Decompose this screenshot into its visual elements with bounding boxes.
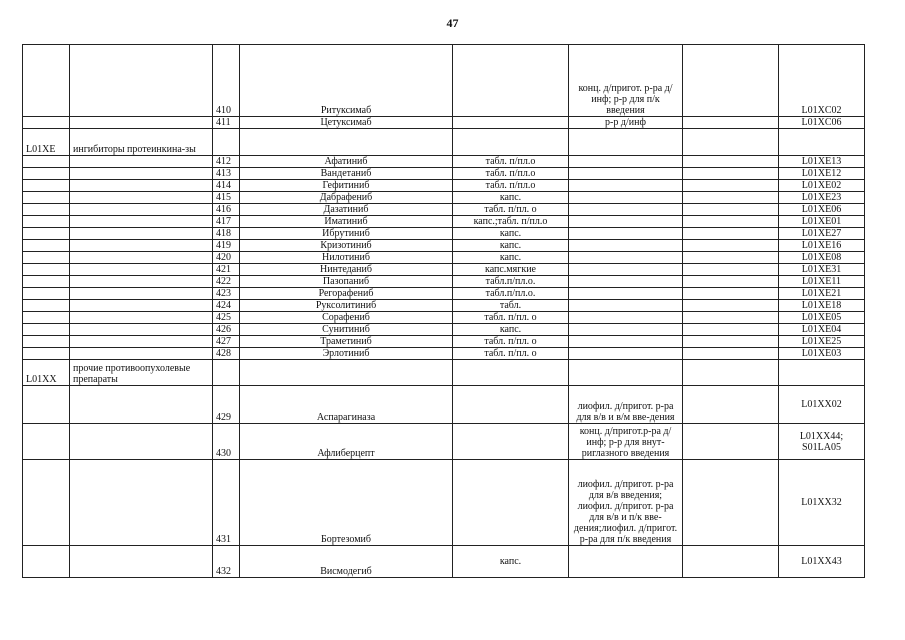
drug-name: Руксолитиниб — [240, 300, 453, 312]
table-row — [23, 460, 865, 546]
cell-empty — [683, 129, 779, 156]
table-row — [23, 228, 865, 240]
dosage-form-extended — [569, 228, 683, 240]
cell-empty — [683, 180, 779, 192]
drug-table — [22, 44, 865, 578]
group-row — [23, 360, 865, 386]
cell-empty — [70, 117, 213, 129]
table-row — [23, 192, 865, 204]
dosage-form-extended — [569, 192, 683, 204]
cell-empty — [70, 156, 213, 168]
table-body — [23, 45, 865, 578]
atc-code: L01XE25 — [779, 336, 865, 348]
table-row — [23, 312, 865, 324]
cell-empty — [70, 424, 213, 460]
dosage-form: капс. — [453, 192, 569, 204]
cell-empty — [779, 129, 865, 156]
group-row — [23, 129, 865, 156]
cell-empty — [683, 252, 779, 264]
cell-empty — [23, 216, 70, 228]
drug-number: 430 — [213, 424, 240, 460]
dosage-form-extended — [569, 168, 683, 180]
dosage-form-extended: конц. д/пригот. р-ра д/инф; р-р для п/к введения — [569, 45, 683, 117]
atc-code: L01XE04 — [779, 324, 865, 336]
cell-empty — [70, 264, 213, 276]
cell-empty — [23, 240, 70, 252]
cell-empty — [683, 264, 779, 276]
drug-number: 413 — [213, 168, 240, 180]
table-row — [23, 300, 865, 312]
cell-empty — [23, 264, 70, 276]
cell-empty — [213, 129, 240, 156]
cell-empty — [683, 336, 779, 348]
atc-code: L01XX44; S01LA05 — [779, 424, 865, 460]
table-row — [23, 168, 865, 180]
cell-empty — [70, 192, 213, 204]
table-row — [23, 386, 865, 424]
drug-name: Сорафениб — [240, 312, 453, 324]
cell-empty — [683, 300, 779, 312]
cell-empty — [569, 360, 683, 386]
drug-number: 432 — [213, 546, 240, 578]
cell-empty — [70, 252, 213, 264]
cell-empty — [23, 192, 70, 204]
page-number: 47 — [446, 16, 459, 30]
cell-empty — [213, 360, 240, 386]
drug-number: 425 — [213, 312, 240, 324]
table-row — [23, 240, 865, 252]
dosage-form: капс.мягкие — [453, 264, 569, 276]
atc-group-name: прочие противоопухолевые препараты — [70, 360, 213, 386]
drug-number: 411 — [213, 117, 240, 129]
atc-code: L01XE13 — [779, 156, 865, 168]
cell-empty — [683, 204, 779, 216]
dosage-form-extended — [569, 180, 683, 192]
cell-empty — [70, 228, 213, 240]
cell-empty — [70, 240, 213, 252]
drug-number: 422 — [213, 276, 240, 288]
cell-empty — [23, 386, 70, 424]
cell-empty — [683, 156, 779, 168]
drug-name: Кризотиниб — [240, 240, 453, 252]
cell-empty — [23, 228, 70, 240]
cell-empty — [569, 129, 683, 156]
dosage-form: табл. п/пл. о — [453, 204, 569, 216]
drug-name: Траметиниб — [240, 336, 453, 348]
dosage-form: табл. — [453, 300, 569, 312]
atc-code: L01XX43 — [779, 546, 865, 578]
cell-empty — [23, 460, 70, 546]
table-row — [23, 252, 865, 264]
table-row — [23, 348, 865, 360]
atc-code: L01XX32 — [779, 460, 865, 546]
drug-number: 417 — [213, 216, 240, 228]
cell-empty — [683, 276, 779, 288]
atc-code: L01XE27 — [779, 228, 865, 240]
cell-empty — [683, 546, 779, 578]
dosage-form-extended — [569, 276, 683, 288]
drug-number: 429 — [213, 386, 240, 424]
atc-code: L01XE16 — [779, 240, 865, 252]
cell-empty — [70, 168, 213, 180]
cell-empty — [23, 546, 70, 578]
dosage-form-extended — [569, 252, 683, 264]
dosage-form — [453, 386, 569, 424]
drug-number: 415 — [213, 192, 240, 204]
dosage-form: табл.п/пл.о. — [453, 288, 569, 300]
table-row — [23, 546, 865, 578]
cell-empty — [23, 312, 70, 324]
cell-empty — [683, 424, 779, 460]
drug-name: Регорафениб — [240, 288, 453, 300]
cell-empty — [683, 117, 779, 129]
drug-name: Иматиниб — [240, 216, 453, 228]
table-row — [23, 336, 865, 348]
table-row — [23, 117, 865, 129]
cell-empty — [23, 348, 70, 360]
drug-number: 431 — [213, 460, 240, 546]
cell-empty — [683, 192, 779, 204]
drug-number: 427 — [213, 336, 240, 348]
drug-number: 418 — [213, 228, 240, 240]
cell-empty — [70, 386, 213, 424]
atc-code: L01XE18 — [779, 300, 865, 312]
drug-number: 419 — [213, 240, 240, 252]
dosage-form-extended: р-р д/инф — [569, 117, 683, 129]
cell-empty — [70, 204, 213, 216]
drug-name: Висмодегиб — [240, 546, 453, 578]
cell-empty — [70, 288, 213, 300]
dosage-form-extended — [569, 156, 683, 168]
dosage-form: табл. п/пл.о — [453, 180, 569, 192]
cell-empty — [70, 180, 213, 192]
drug-name: Вандетаниб — [240, 168, 453, 180]
atc-code: L01XE01 — [779, 216, 865, 228]
drug-name: Пазопаниб — [240, 276, 453, 288]
dosage-form-extended — [569, 204, 683, 216]
drug-name: Ритуксимаб — [240, 45, 453, 117]
table-row — [23, 204, 865, 216]
drug-name: Эрлотиниб — [240, 348, 453, 360]
cell-empty — [683, 360, 779, 386]
atc-code: L01XE31 — [779, 264, 865, 276]
cell-empty — [23, 45, 70, 117]
cell-empty — [683, 168, 779, 180]
cell-empty — [683, 324, 779, 336]
cell-empty — [240, 360, 453, 386]
dosage-form: капс. — [453, 240, 569, 252]
atc-code: L01XE06 — [779, 204, 865, 216]
dosage-form: капс. — [453, 252, 569, 264]
drug-name: Аспарагиназа — [240, 386, 453, 424]
cell-empty — [23, 117, 70, 129]
cell-empty — [683, 288, 779, 300]
drug-number: 421 — [213, 264, 240, 276]
atc-group-name: ингибиторы протеинкина-зы — [70, 129, 213, 156]
cell-empty — [683, 228, 779, 240]
drug-name: Ибрутиниб — [240, 228, 453, 240]
atc-code: L01XE23 — [779, 192, 865, 204]
cell-empty — [240, 129, 453, 156]
cell-empty — [23, 424, 70, 460]
dosage-form-extended — [569, 348, 683, 360]
atc-code: L01XE05 — [779, 312, 865, 324]
drug-name: Нинтеданиб — [240, 264, 453, 276]
dosage-form-extended: лиофил. д/пригот. р-ра для в/в и в/м вве-дения — [569, 386, 683, 424]
dosage-form — [453, 45, 569, 117]
cell-empty — [70, 336, 213, 348]
cell-empty — [23, 336, 70, 348]
cell-empty — [23, 204, 70, 216]
cell-empty — [453, 129, 569, 156]
cell-empty — [683, 460, 779, 546]
dosage-form: капс. — [453, 228, 569, 240]
drug-name: Афлиберцепт — [240, 424, 453, 460]
atc-code: L01XE12 — [779, 168, 865, 180]
drug-name: Бортезомиб — [240, 460, 453, 546]
atc-code: L01XE03 — [779, 348, 865, 360]
cell-empty — [70, 45, 213, 117]
drug-number: 426 — [213, 324, 240, 336]
dosage-form: табл. п/пл.о — [453, 156, 569, 168]
dosage-form-extended — [569, 288, 683, 300]
drug-number: 428 — [213, 348, 240, 360]
dosage-form: табл.п/пл.о. — [453, 276, 569, 288]
cell-empty — [70, 276, 213, 288]
dosage-form: капс.;табл. п/пл.о — [453, 216, 569, 228]
cell-empty — [70, 546, 213, 578]
cell-empty — [70, 460, 213, 546]
cell-empty — [23, 276, 70, 288]
drug-number: 420 — [213, 252, 240, 264]
dosage-form: табл. п/пл. о — [453, 348, 569, 360]
dosage-form — [453, 117, 569, 129]
atc-group-code: L01XX — [23, 360, 70, 386]
atc-code: L01XE08 — [779, 252, 865, 264]
table-row — [23, 180, 865, 192]
drug-number: 416 — [213, 204, 240, 216]
dosage-form: капс. — [453, 546, 569, 578]
drug-name: Дазатиниб — [240, 204, 453, 216]
drug-number: 414 — [213, 180, 240, 192]
cell-empty — [23, 300, 70, 312]
atc-code: L01XC02 — [779, 45, 865, 117]
dosage-form-extended — [569, 312, 683, 324]
dosage-form: табл. п/пл.о — [453, 168, 569, 180]
cell-empty — [683, 45, 779, 117]
drug-name: Нилотиниб — [240, 252, 453, 264]
cell-empty — [23, 252, 70, 264]
cell-empty — [779, 360, 865, 386]
cell-empty — [683, 240, 779, 252]
cell-empty — [23, 168, 70, 180]
cell-empty — [683, 312, 779, 324]
dosage-form-extended — [569, 324, 683, 336]
atc-group-code: L01XE — [23, 129, 70, 156]
dosage-form-extended — [569, 264, 683, 276]
drug-name: Афатиниб — [240, 156, 453, 168]
drug-number: 412 — [213, 156, 240, 168]
dosage-form-extended: конц. д/пригот.р-ра д/инф; р-р для внут-риглазного введения — [569, 424, 683, 460]
cell-empty — [23, 324, 70, 336]
cell-empty — [70, 348, 213, 360]
cell-empty — [23, 180, 70, 192]
atc-code: L01XE11 — [779, 276, 865, 288]
drug-name: Цетуксимаб — [240, 117, 453, 129]
dosage-form-extended — [569, 216, 683, 228]
table-row — [23, 216, 865, 228]
dosage-form: табл. п/пл. о — [453, 312, 569, 324]
atc-code: L01XE21 — [779, 288, 865, 300]
cell-empty — [70, 216, 213, 228]
atc-code: L01XE02 — [779, 180, 865, 192]
cell-empty — [70, 300, 213, 312]
dosage-form-extended — [569, 336, 683, 348]
table-row — [23, 288, 865, 300]
cell-empty — [683, 216, 779, 228]
cell-empty — [23, 288, 70, 300]
cell-empty — [683, 348, 779, 360]
cell-empty — [683, 386, 779, 424]
dosage-form-extended: лиофил. д/пригот. р-ра для в/в введения; лиофил. д/пригот. р-ра для в/в и п/к вве-дения;лиофил. д/пригот. р-ра для п/к введения — [569, 460, 683, 546]
drug-name: Сунитиниб — [240, 324, 453, 336]
dosage-form — [453, 424, 569, 460]
table-row — [23, 45, 865, 117]
dosage-form-extended — [569, 300, 683, 312]
atc-code: L01XC06 — [779, 117, 865, 129]
dosage-form: капс. — [453, 324, 569, 336]
dosage-form-extended — [569, 546, 683, 578]
table-row — [23, 324, 865, 336]
drug-number: 424 — [213, 300, 240, 312]
drug-name: Гефитиниб — [240, 180, 453, 192]
table-row — [23, 264, 865, 276]
table-row — [23, 276, 865, 288]
dosage-form: табл. п/пл. о — [453, 336, 569, 348]
cell-empty — [23, 156, 70, 168]
table-row — [23, 156, 865, 168]
cell-empty — [70, 324, 213, 336]
table-row — [23, 424, 865, 460]
dosage-form — [453, 460, 569, 546]
cell-empty — [453, 360, 569, 386]
drug-number: 410 — [213, 45, 240, 117]
atc-code: L01XX02 — [779, 386, 865, 424]
drug-number: 423 — [213, 288, 240, 300]
dosage-form-extended — [569, 240, 683, 252]
cell-empty — [70, 312, 213, 324]
drug-name: Дабрафениб — [240, 192, 453, 204]
